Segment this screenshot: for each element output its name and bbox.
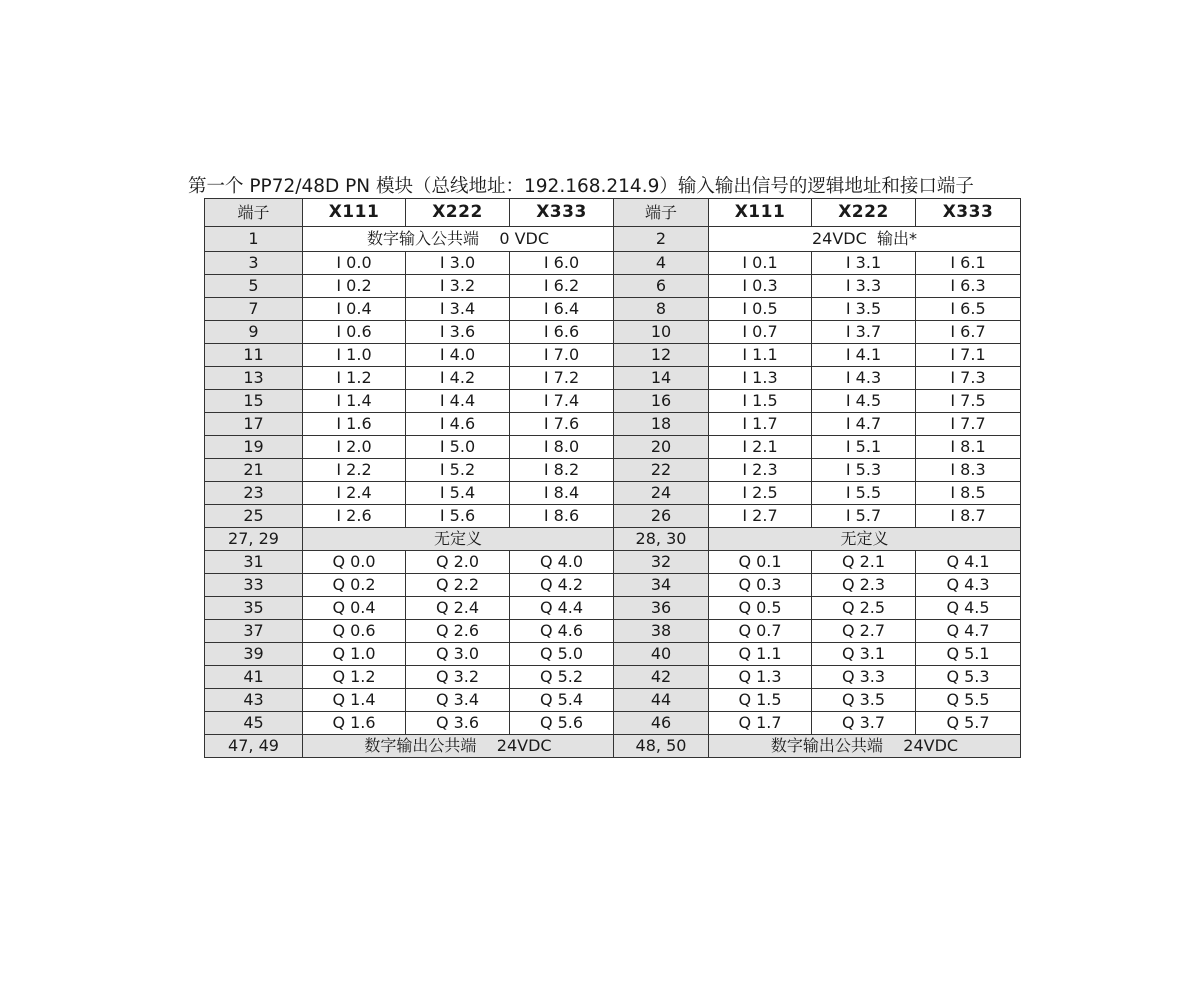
address-cell: Q 3.4 <box>406 689 510 712</box>
address-cell: Q 3.2 <box>406 666 510 689</box>
address-cell: I 7.0 <box>510 344 614 367</box>
address-cell: Q 1.4 <box>303 689 406 712</box>
address-cell: I 5.4 <box>406 482 510 505</box>
address-cell: I 0.6 <box>303 321 406 344</box>
address-cell: Q 5.7 <box>916 712 1021 735</box>
table-title: 第一个 PP72/48D PN 模块（总线地址：192.168.214.9）输入输出信号的逻辑地址和接口端子 <box>188 176 974 197</box>
merged-cell: 数字输出公共端 24VDC <box>303 735 614 758</box>
header-x222-right: X222 <box>812 199 916 227</box>
address-cell: I 3.0 <box>406 252 510 275</box>
address-cell: I 3.1 <box>812 252 916 275</box>
terminal-cell: 11 <box>205 344 303 367</box>
address-cell: I 0.5 <box>709 298 812 321</box>
terminal-cell: 25 <box>205 505 303 528</box>
terminal-cell: 27, 29 <box>205 528 303 551</box>
merged-cell: 无定义 <box>709 528 1021 551</box>
address-cell: I 6.2 <box>510 275 614 298</box>
address-cell: I 7.2 <box>510 367 614 390</box>
terminal-cell: 42 <box>614 666 709 689</box>
address-cell: I 6.5 <box>916 298 1021 321</box>
terminal-cell: 16 <box>614 390 709 413</box>
header-x333-right: X333 <box>916 199 1021 227</box>
terminal-cell: 8 <box>614 298 709 321</box>
address-cell: I 7.4 <box>510 390 614 413</box>
terminal-cell: 14 <box>614 367 709 390</box>
terminal-cell: 37 <box>205 620 303 643</box>
address-cell: I 7.7 <box>916 413 1021 436</box>
output-row <box>205 597 1021 620</box>
address-cell: I 4.4 <box>406 390 510 413</box>
input-row <box>205 482 1021 505</box>
address-cell: I 1.3 <box>709 367 812 390</box>
terminal-cell: 24 <box>614 482 709 505</box>
address-cell: Q 0.3 <box>709 574 812 597</box>
input-row <box>205 459 1021 482</box>
address-cell: I 4.5 <box>812 390 916 413</box>
terminal-cell: 4 <box>614 252 709 275</box>
address-cell: I 2.6 <box>303 505 406 528</box>
output-row <box>205 689 1021 712</box>
address-cell: I 5.3 <box>812 459 916 482</box>
address-cell: Q 3.0 <box>406 643 510 666</box>
terminal-cell: 34 <box>614 574 709 597</box>
address-cell: I 6.1 <box>916 252 1021 275</box>
address-cell: Q 3.1 <box>812 643 916 666</box>
output-row <box>205 551 1021 574</box>
terminal-cell: 46 <box>614 712 709 735</box>
address-cell: Q 3.3 <box>812 666 916 689</box>
header-terminal-left: 端子 <box>205 199 303 227</box>
address-cell: I 4.3 <box>812 367 916 390</box>
address-cell: I 8.0 <box>510 436 614 459</box>
address-cell: I 2.4 <box>303 482 406 505</box>
terminal-cell: 32 <box>614 551 709 574</box>
address-cell: I 7.6 <box>510 413 614 436</box>
input-common-row <box>205 227 1021 252</box>
address-cell: I 8.1 <box>916 436 1021 459</box>
address-cell: I 2.2 <box>303 459 406 482</box>
header-x333-left: X333 <box>510 199 614 227</box>
address-cell: Q 2.7 <box>812 620 916 643</box>
terminal-cell: 6 <box>614 275 709 298</box>
address-cell: I 8.7 <box>916 505 1021 528</box>
address-cell: I 6.3 <box>916 275 1021 298</box>
input-row <box>205 390 1021 413</box>
table-body <box>205 199 1021 758</box>
terminal-cell: 15 <box>205 390 303 413</box>
address-cell: Q 5.3 <box>916 666 1021 689</box>
terminal-cell: 31 <box>205 551 303 574</box>
address-cell: Q 5.4 <box>510 689 614 712</box>
input-row <box>205 252 1021 275</box>
terminal-cell: 7 <box>205 298 303 321</box>
terminal-cell: 33 <box>205 574 303 597</box>
input-row <box>205 505 1021 528</box>
address-cell: Q 0.5 <box>709 597 812 620</box>
address-cell: I 0.1 <box>709 252 812 275</box>
input-row <box>205 298 1021 321</box>
address-cell: I 3.2 <box>406 275 510 298</box>
terminal-cell: 38 <box>614 620 709 643</box>
terminal-cell: 47, 49 <box>205 735 303 758</box>
address-cell: I 0.0 <box>303 252 406 275</box>
address-cell: I 0.7 <box>709 321 812 344</box>
output-row <box>205 643 1021 666</box>
merged-cell: 无定义 <box>303 528 614 551</box>
address-cell: Q 5.2 <box>510 666 614 689</box>
address-cell: Q 4.6 <box>510 620 614 643</box>
address-cell: I 5.1 <box>812 436 916 459</box>
terminal-cell: 22 <box>614 459 709 482</box>
address-cell: I 6.6 <box>510 321 614 344</box>
address-cell: I 5.2 <box>406 459 510 482</box>
output-row <box>205 666 1021 689</box>
address-cell: Q 0.7 <box>709 620 812 643</box>
address-cell: Q 2.1 <box>812 551 916 574</box>
address-cell: I 4.6 <box>406 413 510 436</box>
address-cell: Q 1.6 <box>303 712 406 735</box>
merged-cell: 数字输出公共端 24VDC <box>709 735 1021 758</box>
address-cell: I 8.4 <box>510 482 614 505</box>
address-cell: I 3.7 <box>812 321 916 344</box>
terminal-cell: 5 <box>205 275 303 298</box>
address-cell: Q 3.7 <box>812 712 916 735</box>
terminal-cell: 41 <box>205 666 303 689</box>
input-common-cell: 数字输入公共端 0 VDC <box>303 227 614 252</box>
address-cell: Q 2.5 <box>812 597 916 620</box>
address-cell: I 7.3 <box>916 367 1021 390</box>
address-cell: Q 5.5 <box>916 689 1021 712</box>
address-cell: Q 0.2 <box>303 574 406 597</box>
address-cell: I 6.7 <box>916 321 1021 344</box>
input-row <box>205 413 1021 436</box>
address-cell: I 5.5 <box>812 482 916 505</box>
address-cell: Q 4.0 <box>510 551 614 574</box>
address-cell: I 3.5 <box>812 298 916 321</box>
terminal-cell: 2 <box>614 227 709 252</box>
header-terminal-right: 端子 <box>614 199 709 227</box>
address-cell: Q 2.6 <box>406 620 510 643</box>
output-row <box>205 712 1021 735</box>
address-cell: I 0.3 <box>709 275 812 298</box>
terminal-cell: 26 <box>614 505 709 528</box>
input-row <box>205 275 1021 298</box>
terminal-cell: 3 <box>205 252 303 275</box>
terminal-cell: 39 <box>205 643 303 666</box>
input-row <box>205 344 1021 367</box>
header-x222-left: X222 <box>406 199 510 227</box>
terminal-cell: 1 <box>205 227 303 252</box>
address-cell: I 1.0 <box>303 344 406 367</box>
address-cell: I 2.3 <box>709 459 812 482</box>
address-cell: Q 0.0 <box>303 551 406 574</box>
address-cell: I 7.5 <box>916 390 1021 413</box>
terminal-cell: 28, 30 <box>614 528 709 551</box>
terminal-cell: 12 <box>614 344 709 367</box>
address-cell: I 8.3 <box>916 459 1021 482</box>
header-x111-left: X111 <box>303 199 406 227</box>
address-cell: I 4.0 <box>406 344 510 367</box>
terminal-cell: 18 <box>614 413 709 436</box>
address-cell: I 5.7 <box>812 505 916 528</box>
terminal-cell: 17 <box>205 413 303 436</box>
address-cell: I 8.2 <box>510 459 614 482</box>
address-cell: Q 1.3 <box>709 666 812 689</box>
terminal-cell: 21 <box>205 459 303 482</box>
header-x111-right: X111 <box>709 199 812 227</box>
address-cell: I 2.1 <box>709 436 812 459</box>
address-cell: I 6.0 <box>510 252 614 275</box>
address-cell: I 2.7 <box>709 505 812 528</box>
address-cell: Q 3.6 <box>406 712 510 735</box>
address-cell: Q 0.1 <box>709 551 812 574</box>
address-cell: I 4.2 <box>406 367 510 390</box>
terminal-cell: 35 <box>205 597 303 620</box>
io-address-table <box>204 198 1021 758</box>
terminal-cell: 44 <box>614 689 709 712</box>
terminal-cell: 40 <box>614 643 709 666</box>
header-row <box>205 199 1021 227</box>
input-row <box>205 321 1021 344</box>
output-common-row <box>205 735 1021 758</box>
address-cell: I 3.3 <box>812 275 916 298</box>
address-cell: I 5.6 <box>406 505 510 528</box>
terminal-cell: 48, 50 <box>614 735 709 758</box>
output-row <box>205 620 1021 643</box>
address-cell: I 7.1 <box>916 344 1021 367</box>
address-cell: I 1.4 <box>303 390 406 413</box>
terminal-cell: 23 <box>205 482 303 505</box>
terminal-cell: 36 <box>614 597 709 620</box>
address-cell: Q 4.3 <box>916 574 1021 597</box>
address-cell: Q 1.5 <box>709 689 812 712</box>
address-cell: I 1.1 <box>709 344 812 367</box>
address-cell: I 8.6 <box>510 505 614 528</box>
address-cell: I 1.6 <box>303 413 406 436</box>
terminal-cell: 9 <box>205 321 303 344</box>
input-row <box>205 367 1021 390</box>
address-cell: Q 0.6 <box>303 620 406 643</box>
address-cell: Q 1.0 <box>303 643 406 666</box>
terminal-cell: 43 <box>205 689 303 712</box>
output-row <box>205 574 1021 597</box>
undefined-row <box>205 528 1021 551</box>
address-cell: Q 2.4 <box>406 597 510 620</box>
address-cell: Q 4.7 <box>916 620 1021 643</box>
address-cell: Q 0.4 <box>303 597 406 620</box>
address-cell: Q 4.5 <box>916 597 1021 620</box>
address-cell: Q 4.4 <box>510 597 614 620</box>
address-cell: Q 1.1 <box>709 643 812 666</box>
address-cell: I 8.5 <box>916 482 1021 505</box>
address-cell: Q 2.0 <box>406 551 510 574</box>
address-cell: Q 5.0 <box>510 643 614 666</box>
address-cell: I 3.4 <box>406 298 510 321</box>
address-cell: I 2.5 <box>709 482 812 505</box>
address-cell: Q 2.3 <box>812 574 916 597</box>
address-cell: Q 3.5 <box>812 689 916 712</box>
address-cell: I 4.7 <box>812 413 916 436</box>
address-cell: I 0.4 <box>303 298 406 321</box>
address-cell: I 1.2 <box>303 367 406 390</box>
address-cell: Q 1.7 <box>709 712 812 735</box>
address-cell: I 6.4 <box>510 298 614 321</box>
terminal-cell: 45 <box>205 712 303 735</box>
address-cell: Q 4.2 <box>510 574 614 597</box>
address-cell: I 2.0 <box>303 436 406 459</box>
input-row <box>205 436 1021 459</box>
output-24vdc-cell: 24VDC 输出* <box>709 227 1021 252</box>
address-cell: I 5.0 <box>406 436 510 459</box>
terminal-cell: 20 <box>614 436 709 459</box>
terminal-cell: 13 <box>205 367 303 390</box>
address-cell: I 3.6 <box>406 321 510 344</box>
address-cell: Q 5.6 <box>510 712 614 735</box>
address-cell: Q 5.1 <box>916 643 1021 666</box>
terminal-cell: 10 <box>614 321 709 344</box>
address-cell: I 1.5 <box>709 390 812 413</box>
address-cell: Q 2.2 <box>406 574 510 597</box>
terminal-cell: 19 <box>205 436 303 459</box>
address-cell: Q 1.2 <box>303 666 406 689</box>
address-cell: Q 4.1 <box>916 551 1021 574</box>
address-cell: I 4.1 <box>812 344 916 367</box>
address-cell: I 1.7 <box>709 413 812 436</box>
address-cell: I 0.2 <box>303 275 406 298</box>
